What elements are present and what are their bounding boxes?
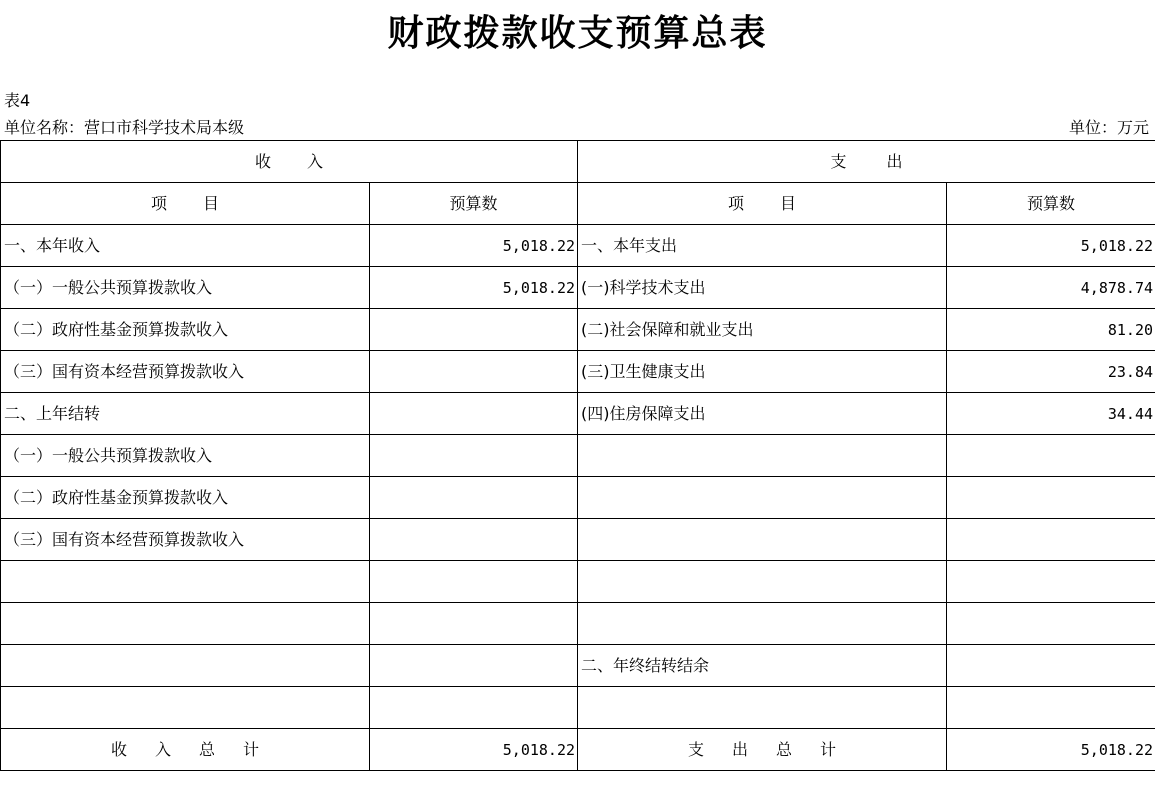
table-row bbox=[1, 351, 1155, 393]
expense-item-cell: 一、本年支出 bbox=[578, 225, 947, 267]
income-budget-header: 预算数 bbox=[370, 183, 578, 225]
income-amount-cell bbox=[370, 519, 578, 561]
income-amount-cell bbox=[370, 351, 578, 393]
income-amount-cell bbox=[370, 309, 578, 351]
income-item-cell: （三）国有资本经营预算拨款收入 bbox=[1, 519, 370, 561]
income-item-cell: （二）政府性基金预算拨款收入 bbox=[1, 309, 370, 351]
page-title: 财政拨款收支预算总表 bbox=[387, 12, 768, 54]
income-amount-cell bbox=[370, 477, 578, 519]
income-item-cell bbox=[1, 603, 370, 645]
income-amount-cell: 5,018.22 bbox=[370, 267, 578, 309]
table-row bbox=[1, 435, 1155, 477]
totals-row bbox=[1, 729, 1155, 771]
income-item-cell: （一）一般公共预算拨款收入 bbox=[1, 267, 370, 309]
income-item-cell bbox=[1, 687, 370, 729]
expense-section-header: 支出 bbox=[578, 141, 1155, 183]
table-row bbox=[1, 519, 1155, 561]
table-row bbox=[1, 603, 1155, 645]
income-item-cell: （一）一般公共预算拨款收入 bbox=[1, 435, 370, 477]
income-item-cell bbox=[1, 561, 370, 603]
income-section-header: 收入 bbox=[1, 141, 578, 183]
table-row bbox=[1, 267, 1155, 309]
expense-amount-cell: 23.84 bbox=[947, 351, 1155, 393]
expense-item-header: 项目 bbox=[578, 183, 947, 225]
table-row bbox=[1, 393, 1155, 435]
budget-table bbox=[0, 140, 1155, 771]
column-header-row bbox=[1, 183, 1155, 225]
table-row bbox=[1, 645, 1155, 687]
expense-amount-cell bbox=[947, 477, 1155, 519]
table-row bbox=[1, 687, 1155, 729]
table-row bbox=[1, 477, 1155, 519]
unit-name: 单位名称：营口市科学技术局本级 bbox=[4, 118, 245, 137]
income-amount-cell: 5,018.22 bbox=[370, 225, 578, 267]
table-number: 表4 bbox=[4, 91, 31, 110]
income-item-cell: 一、本年收入 bbox=[1, 225, 370, 267]
expense-item-cell bbox=[578, 519, 947, 561]
income-amount-cell bbox=[370, 561, 578, 603]
expense-amount-cell bbox=[947, 687, 1155, 729]
expense-item-cell: (四)住房保障支出 bbox=[578, 393, 947, 435]
section-header-row bbox=[1, 141, 1155, 183]
income-amount-cell bbox=[370, 435, 578, 477]
income-amount-cell bbox=[370, 687, 578, 729]
income-total-amount: 5,018.22 bbox=[370, 729, 578, 771]
expense-budget-header: 预算数 bbox=[947, 183, 1155, 225]
expense-amount-cell bbox=[947, 561, 1155, 603]
expense-item-cell bbox=[578, 477, 947, 519]
income-total-label: 收入总计 bbox=[1, 729, 370, 771]
income-amount-cell bbox=[370, 393, 578, 435]
expense-amount-cell: 81.20 bbox=[947, 309, 1155, 351]
expense-total-label: 支出总计 bbox=[578, 729, 947, 771]
income-item-cell: （二）政府性基金预算拨款收入 bbox=[1, 477, 370, 519]
expense-item-cell: 二、年终结转结余 bbox=[578, 645, 947, 687]
currency-unit: 单位：万元 bbox=[1068, 118, 1149, 137]
expense-item-cell bbox=[578, 687, 947, 729]
expense-amount-cell bbox=[947, 603, 1155, 645]
expense-item-cell: (一)科学技术支出 bbox=[578, 267, 947, 309]
income-amount-cell bbox=[370, 603, 578, 645]
expense-item-cell: (三)卫生健康支出 bbox=[578, 351, 947, 393]
income-item-cell: （三）国有资本经营预算拨款收入 bbox=[1, 351, 370, 393]
expense-amount-cell bbox=[947, 519, 1155, 561]
income-item-header: 项目 bbox=[1, 183, 370, 225]
expense-total-amount: 5,018.22 bbox=[947, 729, 1155, 771]
table-row bbox=[1, 225, 1155, 267]
expense-item-cell bbox=[578, 561, 947, 603]
income-amount-cell bbox=[370, 645, 578, 687]
table-row bbox=[1, 309, 1155, 351]
expense-amount-cell bbox=[947, 435, 1155, 477]
expense-item-cell bbox=[578, 435, 947, 477]
expense-amount-cell bbox=[947, 645, 1155, 687]
expense-amount-cell: 4,878.74 bbox=[947, 267, 1155, 309]
income-item-cell bbox=[1, 645, 370, 687]
expense-item-cell bbox=[578, 603, 947, 645]
expense-amount-cell: 5,018.22 bbox=[947, 225, 1155, 267]
expense-item-cell: (二)社会保障和就业支出 bbox=[578, 309, 947, 351]
expense-amount-cell: 34.44 bbox=[947, 393, 1155, 435]
income-item-cell: 二、上年结转 bbox=[1, 393, 370, 435]
table-row bbox=[1, 561, 1155, 603]
